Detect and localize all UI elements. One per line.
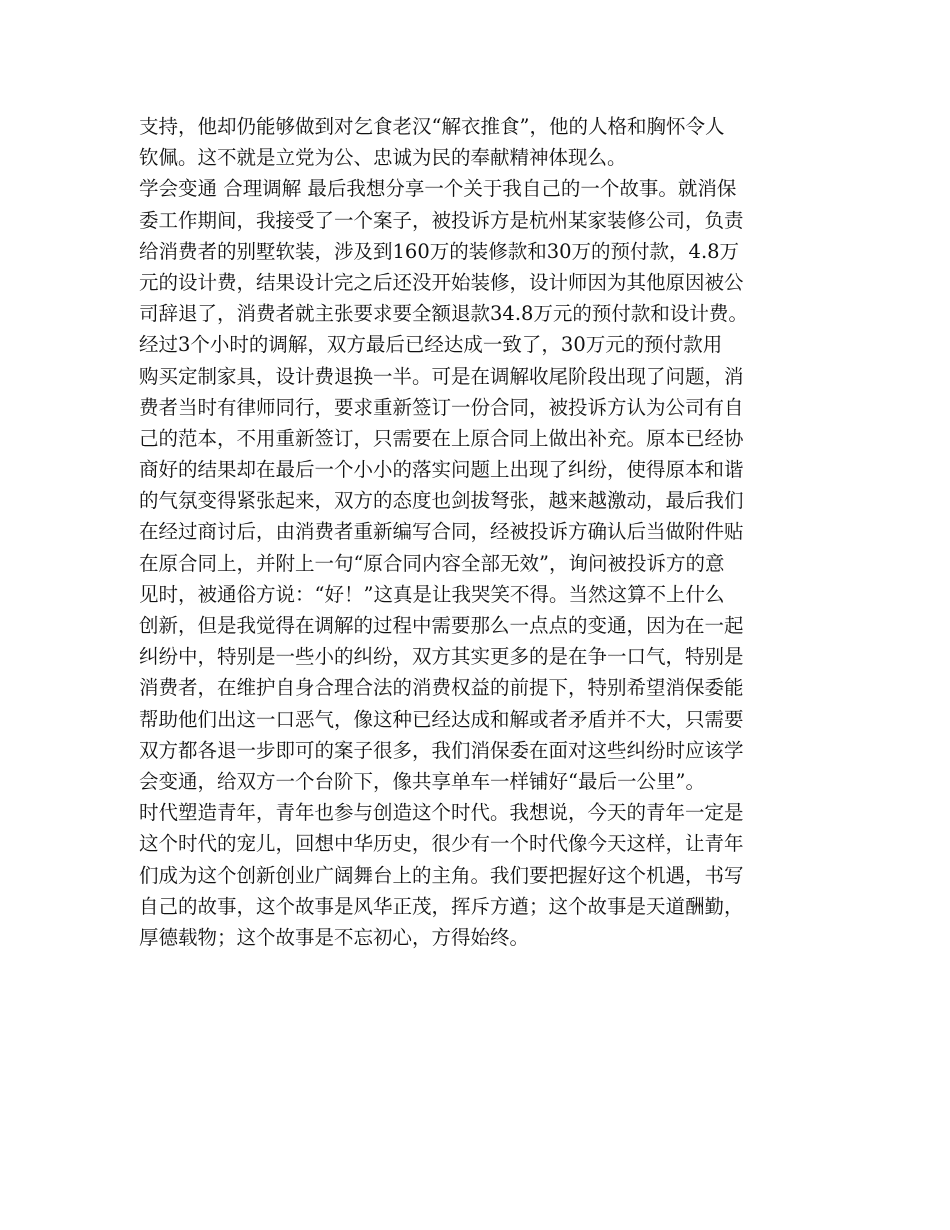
text-line: 创新，但是我觉得在调解的过程中需要那么一点点的变通，因为在一起: [139, 614, 744, 637]
text-line: 在经过商讨后，由消费者重新编写合同，经被投诉方确认后当做附件贴: [139, 520, 744, 544]
text-line: 这个时代的宠儿，回想中华历史，很少有一个时代像今天这样，让青年: [139, 832, 744, 856]
text-line: 会变通，给双方一个台阶下，像共享单车一样铺好“最后一公里”。: [139, 769, 705, 793]
text-line: 帮助他们出这一口恶气，像这种已经达成和解或者矛盾并不大，只需要: [139, 707, 744, 731]
text-line: 元的设计费，结果设计完之后还没开始装修，设计师因为其他原因被公: [139, 270, 744, 294]
text-line: 钦佩。这不就是立党为公、忠诚为民的奉献精神体现么。: [139, 146, 627, 170]
body-text: [139, 111, 829, 953]
text-line: 见时，被通俗方说：“好！”这真是让我哭笑不得。当然这算不上什么: [139, 582, 725, 606]
text-line: 们成为这个创新创业广阔舞台上的主角。我们要把握好这个机遇，书写: [139, 863, 744, 887]
text-line: 自己的故事，这个故事是风华正茂，挥斥方遒；这个故事是天道酬勤，: [139, 894, 744, 918]
text-line: 给消费者的别墅软装，涉及到160万的装修款和30万的预付款，4.8万: [139, 239, 740, 263]
text-line: 费者当时有律师同行，要求重新签订一份合同，被投诉方认为公司有自: [139, 395, 744, 419]
text-line: 支持，他却仍能够做到对乞食老汉“解衣推食”，他的人格和胸怀令人: [139, 115, 725, 138]
text-line: 购买定制家具，设计费退换一半。可是在调解收尾阶段出现了问题，消: [139, 364, 744, 388]
text-line: 时代塑造青年，青年也参与创造这个时代。我想说，今天的青年一定是: [139, 801, 744, 825]
section-heading-line: 学会变通 合理调解 最后我想分享一个关于我自己的一个故事。就消保: [139, 177, 737, 201]
text-line: 纠纷中，特别是一些小的纠纷，双方其实更多的是在争一口气，特别是: [139, 645, 744, 669]
text-line: 双方都各退一步即可的案子很多，我们消保委在面对这些纠纷时应该学: [139, 738, 744, 762]
text-line: 委工作期间，我接受了一个案子，被投诉方是杭州某家装修公司，负责: [139, 208, 744, 232]
text-line: 的气氛变得紧张起来，双方的态度也剑拔弩张，越来越激动，最后我们: [139, 489, 744, 513]
text-line: 消费者，在维护自身合理合法的消费权益的前提下，特别希望消保委能: [139, 676, 744, 700]
text-line: 在原合同上，并附上一句“原合同内容全部无效”，询问被投诉方的意: [139, 551, 725, 575]
text-line: 商好的结果却在最后一个小小的落实问题上出现了纠纷，使得原本和谐: [139, 458, 744, 482]
text-line: 厚德载物；这个故事是不忘初心，方得始终。: [139, 925, 530, 949]
text-line: 己的范本，不用重新签订，只需要在上原合同上做出补充。原本已经协: [139, 426, 744, 450]
text-line: 司辞退了，消费者就主张要求要全额退款34.8万元的预付款和设计费。: [139, 302, 748, 326]
text-line: 经过3个小时的调解，双方最后已经达成一致了，30万元的预付款用: [139, 333, 723, 357]
